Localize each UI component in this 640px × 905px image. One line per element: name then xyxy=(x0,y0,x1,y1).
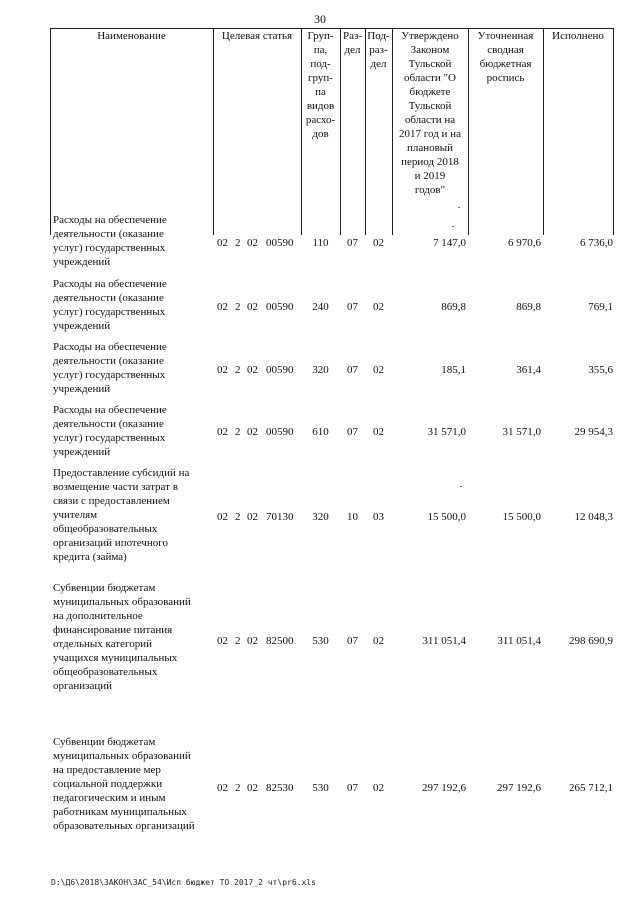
row-section: 07 xyxy=(347,364,358,376)
row-group: 610 xyxy=(312,426,329,438)
row-subsection: 02 xyxy=(373,364,384,376)
row-executed: 12 048,3 xyxy=(574,511,613,523)
row-code-2: 2 xyxy=(235,635,241,647)
row-code-3: 02 xyxy=(247,364,258,376)
row-code-4: 70130 xyxy=(266,511,294,523)
row-group: 320 xyxy=(312,364,329,376)
row-group: 320 xyxy=(312,511,329,523)
file-path-footer: D:\Д6\2018\ЗАКОН\ЗАС_54\Исп бюджет ТО 2017_2 чт\pr6.xls xyxy=(51,878,316,887)
row-code-3: 02 xyxy=(247,237,258,249)
row-name: Расходы на обеспечение деятельности (оказание услуг) государственных учреждений xyxy=(53,404,167,458)
row-code-3: 02 xyxy=(247,782,258,794)
scan-speck xyxy=(458,207,460,208)
row-approved: 7 147,0 xyxy=(433,237,466,249)
row-refined: 361,4 xyxy=(516,364,541,376)
row-approved: 297 192,6 xyxy=(422,782,466,794)
row-section: 07 xyxy=(347,301,358,313)
row-section: 07 xyxy=(347,635,358,647)
row-section: 10 xyxy=(347,511,358,523)
row-subsection: 02 xyxy=(373,237,384,249)
row-code-4: 00590 xyxy=(266,301,294,313)
row-subsection: 03 xyxy=(373,511,384,523)
row-name: Расходы на обеспечение деятельности (оказание услуг) государственных учреждений xyxy=(53,341,167,395)
row-code-2: 2 xyxy=(235,237,241,249)
row-code-3: 02 xyxy=(247,426,258,438)
row-code-1: 02 xyxy=(217,782,228,794)
row-code-1: 02 xyxy=(217,237,228,249)
row-name: Расходы на обеспечение деятельности (оказание услуг) государственных учреждений xyxy=(53,214,167,268)
row-code-4: 00590 xyxy=(266,237,294,249)
row-subsection: 02 xyxy=(373,426,384,438)
row-code-4: 00590 xyxy=(266,426,294,438)
scan-speck xyxy=(460,486,462,487)
header-approved: Утверждено Законом Тульской области "О бюджете Тульской области на 2017 год и на плановый период 2018 и 2019 годов" xyxy=(399,30,461,196)
header-executed: Исполнено xyxy=(552,30,604,42)
row-code-2: 2 xyxy=(235,782,241,794)
row-executed: 769,1 xyxy=(588,301,613,313)
row-subsection: 02 xyxy=(373,782,384,794)
header-name: Наименование xyxy=(97,30,166,42)
row-code-1: 02 xyxy=(217,511,228,523)
row-group: 530 xyxy=(312,782,329,794)
row-code-2: 2 xyxy=(235,426,241,438)
row-refined: 869,8 xyxy=(516,301,541,313)
header-subsection: Под- раз- дел xyxy=(367,30,390,70)
budget-table xyxy=(50,24,614,864)
page-number: 30 xyxy=(314,12,326,26)
row-approved: 31 571,0 xyxy=(427,426,466,438)
row-code-3: 02 xyxy=(247,635,258,647)
header-refined: Уточненная сводная бюджетная роспись xyxy=(477,30,534,84)
row-subsection: 02 xyxy=(373,301,384,313)
row-refined: 15 500,0 xyxy=(502,511,541,523)
row-name: Предоставление субсидий на возмещение части затрат в связи с предоставлением учителям общеобразовательных организаций ипотечного кредита (займа) xyxy=(53,467,190,563)
header-divider xyxy=(543,28,544,235)
row-section: 07 xyxy=(347,782,358,794)
row-code-3: 02 xyxy=(247,511,258,523)
row-code-1: 02 xyxy=(217,364,228,376)
scan-speck xyxy=(452,226,454,227)
row-refined: 297 192,6 xyxy=(497,782,541,794)
header-target-article: Целевая статья xyxy=(221,30,293,42)
header-divider xyxy=(213,28,214,235)
row-group: 240 xyxy=(312,301,329,313)
row-code-2: 2 xyxy=(235,301,241,313)
row-code-1: 02 xyxy=(217,301,228,313)
row-code-4: 00590 xyxy=(266,364,294,376)
row-code-4: 82500 xyxy=(266,635,294,647)
row-refined: 31 571,0 xyxy=(502,426,541,438)
header-border-right xyxy=(613,28,614,235)
row-code-1: 02 xyxy=(217,635,228,647)
row-approved: 15 500,0 xyxy=(427,511,466,523)
row-approved: 869,8 xyxy=(441,301,466,313)
header-border-left xyxy=(50,28,51,235)
row-refined: 6 970,6 xyxy=(508,237,541,249)
row-approved: 185,1 xyxy=(441,364,466,376)
row-executed: 355,6 xyxy=(588,364,613,376)
row-code-3: 02 xyxy=(247,301,258,313)
row-code-2: 2 xyxy=(235,364,241,376)
row-section: 07 xyxy=(347,237,358,249)
row-group: 110 xyxy=(312,237,329,249)
row-group: 530 xyxy=(312,635,329,647)
row-executed: 6 736,0 xyxy=(580,237,613,249)
row-executed: 265 712,1 xyxy=(569,782,613,794)
row-code-1: 02 xyxy=(217,426,228,438)
row-name: Субвенции бюджетам муниципальных образований на дополнительное финансирование питания отдельных категорий учащихся муниципальных общеобразовательных организаций xyxy=(53,582,191,692)
row-approved: 311 051,4 xyxy=(422,635,466,647)
header-expense-group: Груп- па, под- груп- па видов расхо- дов xyxy=(305,30,336,140)
row-code-2: 2 xyxy=(235,511,241,523)
row-name: Субвенции бюджетам муниципальных образований на предоставление мер социальной поддержки педагогическим и иным работникам муниципальных образовательных организаций xyxy=(53,736,195,832)
row-subsection: 02 xyxy=(373,635,384,647)
row-executed: 29 954,3 xyxy=(574,426,613,438)
row-executed: 298 690,9 xyxy=(569,635,613,647)
row-name: Расходы на обеспечение деятельности (оказание услуг) государственных учреждений xyxy=(53,278,167,332)
row-section: 07 xyxy=(347,426,358,438)
header-divider xyxy=(340,28,341,235)
header-section: Раз- дел xyxy=(342,30,362,56)
row-refined: 311 051,4 xyxy=(497,635,541,647)
row-code-4: 82530 xyxy=(266,782,294,794)
